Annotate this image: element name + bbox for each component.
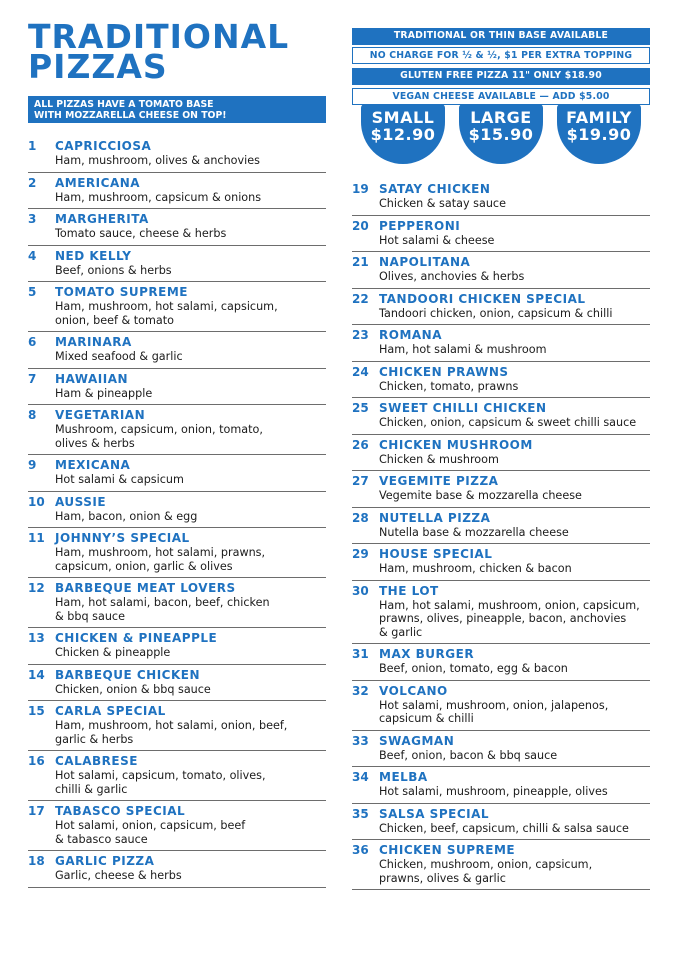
pizza-number: 23 bbox=[352, 328, 369, 342]
note-line-1: ALL PIZZAS HAVE A TOMATO BASE bbox=[34, 99, 214, 110]
note-line-2: WITH MOZZARELLA CHEESE ON TOP! bbox=[34, 110, 227, 121]
pizza-ingredients: Ham, hot salami, mushroom, onion, capsicum, bbox=[379, 598, 640, 612]
pizza-name: MEXICANA bbox=[55, 458, 131, 472]
pizza-ingredients: Ham, mushroom, hot salami, capsicum, bbox=[55, 300, 278, 313]
pizza-item bbox=[28, 455, 326, 492]
pizza-ingredients: Mixed seafood & garlic bbox=[55, 350, 183, 363]
pizza-name: VOLCANO bbox=[379, 683, 448, 698]
pizza-ingredients: Garlic, cheese & herbs bbox=[55, 869, 182, 882]
pizza-ingredients: Beef, onions & herbs bbox=[55, 263, 172, 277]
pizza-ingredients: Vegemite base & mozzarella cheese bbox=[379, 489, 582, 502]
pizza-name: TANDOORI CHICKEN SPECIAL bbox=[379, 291, 586, 306]
pizza-item bbox=[352, 362, 650, 399]
pizza-ingredients: Mushroom, capsicum, onion, tomato, bbox=[55, 423, 263, 436]
pizza-number: 30 bbox=[352, 583, 369, 598]
title-line-2: PIZZAS bbox=[28, 47, 168, 86]
pizza-item bbox=[352, 544, 650, 581]
pizza-item bbox=[352, 216, 650, 253]
size-price: $15.90 bbox=[468, 125, 534, 144]
pizza-number: 16 bbox=[28, 754, 45, 768]
pizza-number: 2 bbox=[28, 175, 37, 190]
pizza-ingredients: Olives, anchovies & herbs bbox=[379, 270, 525, 283]
pizza-name: SATAY CHICKEN bbox=[379, 182, 491, 196]
pizza-item bbox=[352, 581, 650, 645]
size-label: LARGE bbox=[470, 108, 532, 127]
tomato-base-note bbox=[28, 96, 326, 123]
price-badge-family bbox=[557, 104, 641, 164]
pizza-name: CAPRICCIOSA bbox=[55, 139, 152, 153]
pizza-number: 34 bbox=[352, 770, 369, 784]
price-badge-small bbox=[361, 104, 445, 164]
pizza-number: 4 bbox=[28, 248, 37, 263]
pizza-number: 35 bbox=[352, 806, 369, 821]
pizza-number: 14 bbox=[28, 667, 45, 682]
pizza-item bbox=[28, 369, 326, 406]
pizza-ingredients: Ham, mushroom, hot salami, prawns, bbox=[55, 546, 266, 559]
pizza-item bbox=[28, 492, 326, 529]
pizza-ingredients: Chicken & pineapple bbox=[55, 646, 171, 659]
pizza-ingredients: Hot salami, capsicum, tomato, olives, bbox=[55, 769, 266, 782]
pizza-ingredients: Chicken & mushroom bbox=[379, 452, 499, 466]
pizza-name: HAWAIIAN bbox=[55, 371, 129, 386]
pizza-number: 8 bbox=[28, 408, 37, 422]
pizza-name: CALABRESE bbox=[55, 754, 138, 768]
pizza-number: 5 bbox=[28, 285, 37, 299]
pizza-list-left bbox=[28, 136, 326, 888]
pizza-ingredients: chilli & garlic bbox=[55, 782, 128, 796]
pizza-number: 24 bbox=[352, 364, 369, 379]
pizza-name: CHICKEN & PINEAPPLE bbox=[55, 631, 218, 645]
pizza-item bbox=[28, 628, 326, 665]
pizza-number: 31 bbox=[352, 647, 369, 661]
pizza-item bbox=[352, 681, 650, 731]
base-option-note: TRADITIONAL OR THIN BASE AVAILABLE bbox=[352, 28, 650, 45]
pizza-name: ROMANA bbox=[379, 328, 442, 342]
pizza-item bbox=[28, 405, 326, 455]
pizza-number: 27 bbox=[352, 474, 369, 488]
pizza-ingredients: Ham, mushroom, olives & anchovies bbox=[55, 154, 260, 167]
pizza-ingredients: Hot salami, onion, capsicum, beef bbox=[55, 819, 246, 832]
page-title bbox=[28, 17, 290, 86]
pizza-item bbox=[28, 528, 326, 578]
pizza-ingredients: Ham & pineapple bbox=[55, 386, 153, 400]
pizza-number: 19 bbox=[352, 182, 369, 196]
pizza-item bbox=[352, 289, 650, 326]
pizza-name: VEGETARIAN bbox=[55, 408, 146, 422]
pizza-item bbox=[28, 751, 326, 801]
size-label: SMALL bbox=[371, 108, 435, 127]
pizza-item bbox=[352, 731, 650, 768]
pizza-number: 7 bbox=[28, 371, 37, 386]
pizza-ingredients: Chicken & satay sauce bbox=[379, 197, 506, 210]
pizza-ingredients: Chicken, onion, capsicum & sweet chilli sauce bbox=[379, 416, 637, 429]
pizza-number: 22 bbox=[352, 291, 369, 306]
pizza-ingredients: onion, beef & tomato bbox=[55, 313, 174, 327]
size-price: $19.90 bbox=[566, 125, 632, 144]
pizza-item bbox=[352, 644, 650, 681]
pizza-number: 18 bbox=[28, 854, 45, 868]
pizza-name: SALSA SPECIAL bbox=[379, 806, 490, 821]
pizza-number: 13 bbox=[28, 631, 45, 645]
pizza-name: CHICKEN SUPREME bbox=[379, 843, 516, 857]
pizza-ingredients: & tabasco sauce bbox=[55, 832, 148, 846]
pizza-name: CHICKEN MUSHROOM bbox=[379, 437, 533, 452]
pizza-item bbox=[352, 767, 650, 804]
pizza-item bbox=[352, 325, 650, 362]
pizza-name: TOMATO SUPREME bbox=[55, 285, 189, 299]
pizza-item bbox=[28, 801, 326, 851]
size-label: FAMILY bbox=[566, 108, 632, 127]
pizza-item bbox=[28, 246, 326, 283]
pizza-number: 36 bbox=[352, 843, 369, 857]
pizza-name: CARLA SPECIAL bbox=[55, 704, 166, 718]
pizza-name: NAPOLITANA bbox=[379, 255, 471, 269]
pizza-ingredients: Ham, hot salami, bacon, beef, chicken bbox=[55, 596, 270, 609]
pizza-item bbox=[28, 136, 326, 173]
pizza-name: SWAGMAN bbox=[379, 733, 455, 748]
pizza-ingredients: Chicken, tomato, prawns bbox=[379, 379, 519, 393]
pizza-item bbox=[352, 508, 650, 545]
pizza-ingredients: Hot salami, mushroom, onion, jalapenos, bbox=[379, 698, 609, 712]
pizza-number: 1 bbox=[28, 139, 37, 153]
title-line-1: TRADITIONAL bbox=[28, 17, 290, 56]
pizza-number: 15 bbox=[28, 704, 45, 718]
gluten-free-note: GLUTEN FREE PIZZA 11" ONLY $18.90 bbox=[352, 68, 650, 85]
price-badge-large bbox=[459, 104, 543, 164]
pizza-name: CHICKEN PRAWNS bbox=[379, 364, 509, 379]
pizza-item bbox=[352, 471, 650, 508]
pizza-number: 29 bbox=[352, 547, 369, 561]
pizza-ingredients: capsicum & chilli bbox=[379, 712, 474, 725]
pizza-number: 26 bbox=[352, 437, 369, 452]
pizza-item bbox=[352, 840, 650, 890]
pizza-name: MELBA bbox=[379, 770, 428, 784]
pizza-name: BARBEQUE CHICKEN bbox=[55, 667, 200, 682]
pizza-name: BARBEQUE MEAT LOVERS bbox=[55, 581, 236, 595]
pizza-ingredients: prawns, olives & garlic bbox=[379, 871, 506, 885]
pizza-ingredients: capsicum, onion, garlic & olives bbox=[55, 559, 233, 573]
pizza-ingredients: Hot salami & cheese bbox=[379, 233, 495, 247]
pizza-item bbox=[352, 179, 650, 216]
pizza-ingredients: Nutella base & mozzarella cheese bbox=[379, 525, 569, 539]
pizza-item bbox=[352, 435, 650, 472]
size-price: $12.90 bbox=[370, 125, 436, 144]
pizza-item bbox=[28, 173, 326, 210]
pizza-ingredients: Ham, bacon, onion & egg bbox=[55, 509, 198, 523]
pizza-ingredients: prawns, olives, pineapple, bacon, anchovies bbox=[379, 612, 627, 625]
pizza-ingredients: Ham, hot salami & mushroom bbox=[379, 343, 547, 356]
pizza-name: MARINARA bbox=[55, 335, 132, 349]
pizza-name: JOHNNY’S SPECIAL bbox=[55, 531, 190, 545]
pizza-item bbox=[28, 665, 326, 702]
pizza-ingredients: Chicken, beef, capsicum, chilli & salsa sauce bbox=[379, 821, 629, 835]
pizza-ingredients: & garlic bbox=[379, 625, 423, 639]
pizza-ingredients: Beef, onion, bacon & bbq sauce bbox=[379, 748, 558, 762]
pizza-number: 9 bbox=[28, 458, 37, 472]
pizza-ingredients: Tandoori chicken, onion, capsicum & chilli bbox=[379, 306, 613, 320]
pizza-ingredients: Tomato sauce, cheese & herbs bbox=[55, 227, 227, 240]
pizza-name: SWEET CHILLI CHICKEN bbox=[379, 401, 547, 415]
pizza-name: AMERICANA bbox=[55, 175, 141, 190]
pizza-name: HOUSE SPECIAL bbox=[379, 547, 493, 561]
pizza-name: TABASCO SPECIAL bbox=[55, 804, 186, 818]
pizza-name: NUTELLA PIZZA bbox=[379, 510, 491, 525]
pizza-ingredients: Chicken, mushroom, onion, capsicum, bbox=[379, 858, 593, 871]
pizza-item bbox=[28, 332, 326, 369]
pizza-ingredients: Ham, mushroom, hot salami, onion, beef, bbox=[55, 719, 288, 732]
pizza-item bbox=[352, 804, 650, 841]
pizza-number: 21 bbox=[352, 255, 369, 269]
pizza-item bbox=[352, 398, 650, 435]
half-half-note: NO CHARGE FOR ½ & ½, $1 PER EXTRA TOPPING bbox=[352, 47, 650, 64]
pizza-ingredients: & bbq sauce bbox=[55, 609, 125, 623]
pizza-name: VEGEMITE PIZZA bbox=[379, 474, 499, 488]
pizza-name: MAX BURGER bbox=[379, 647, 475, 661]
pizza-item bbox=[28, 282, 326, 332]
pizza-number: 25 bbox=[352, 401, 369, 415]
pizza-number: 28 bbox=[352, 510, 369, 525]
pizza-name: NED KELLY bbox=[55, 248, 132, 263]
vegan-cheese-note: VEGAN CHEESE AVAILABLE — ADD $5.00 bbox=[352, 88, 650, 105]
pizza-number: 17 bbox=[28, 804, 45, 818]
pizza-number: 6 bbox=[28, 335, 37, 349]
pizza-name: AUSSIE bbox=[55, 494, 107, 509]
pizza-ingredients: Beef, onion, tomato, egg & bacon bbox=[379, 662, 568, 675]
pizza-name: THE LOT bbox=[379, 583, 439, 598]
pizza-name: PEPPERONI bbox=[379, 218, 461, 233]
pizza-number: 10 bbox=[28, 494, 45, 509]
pizza-list-right bbox=[352, 179, 650, 890]
pizza-number: 20 bbox=[352, 218, 369, 233]
pizza-ingredients: Hot salami & capsicum bbox=[55, 473, 184, 486]
pizza-ingredients: Ham, mushroom, capsicum & onions bbox=[55, 190, 262, 204]
pizza-ingredients: olives & herbs bbox=[55, 436, 135, 450]
pizza-number: 11 bbox=[28, 531, 45, 545]
pizza-name: GARLIC PIZZA bbox=[55, 854, 155, 868]
pizza-ingredients: Ham, mushroom, chicken & bacon bbox=[379, 562, 572, 575]
pizza-item bbox=[352, 252, 650, 289]
pizza-ingredients: Hot salami, mushroom, pineapple, olives bbox=[379, 785, 608, 798]
pizza-ingredients: Chicken, onion & bbq sauce bbox=[55, 682, 211, 696]
pizza-item bbox=[28, 701, 326, 751]
pizza-item bbox=[28, 578, 326, 628]
pizza-number: 32 bbox=[352, 683, 369, 698]
pizza-item bbox=[28, 851, 326, 888]
pizza-name: MARGHERITA bbox=[55, 212, 149, 226]
pizza-ingredients: garlic & herbs bbox=[55, 732, 134, 746]
pizza-item bbox=[28, 209, 326, 246]
pizza-number: 3 bbox=[28, 212, 37, 226]
pizza-number: 12 bbox=[28, 581, 45, 595]
pizza-number: 33 bbox=[352, 733, 369, 748]
